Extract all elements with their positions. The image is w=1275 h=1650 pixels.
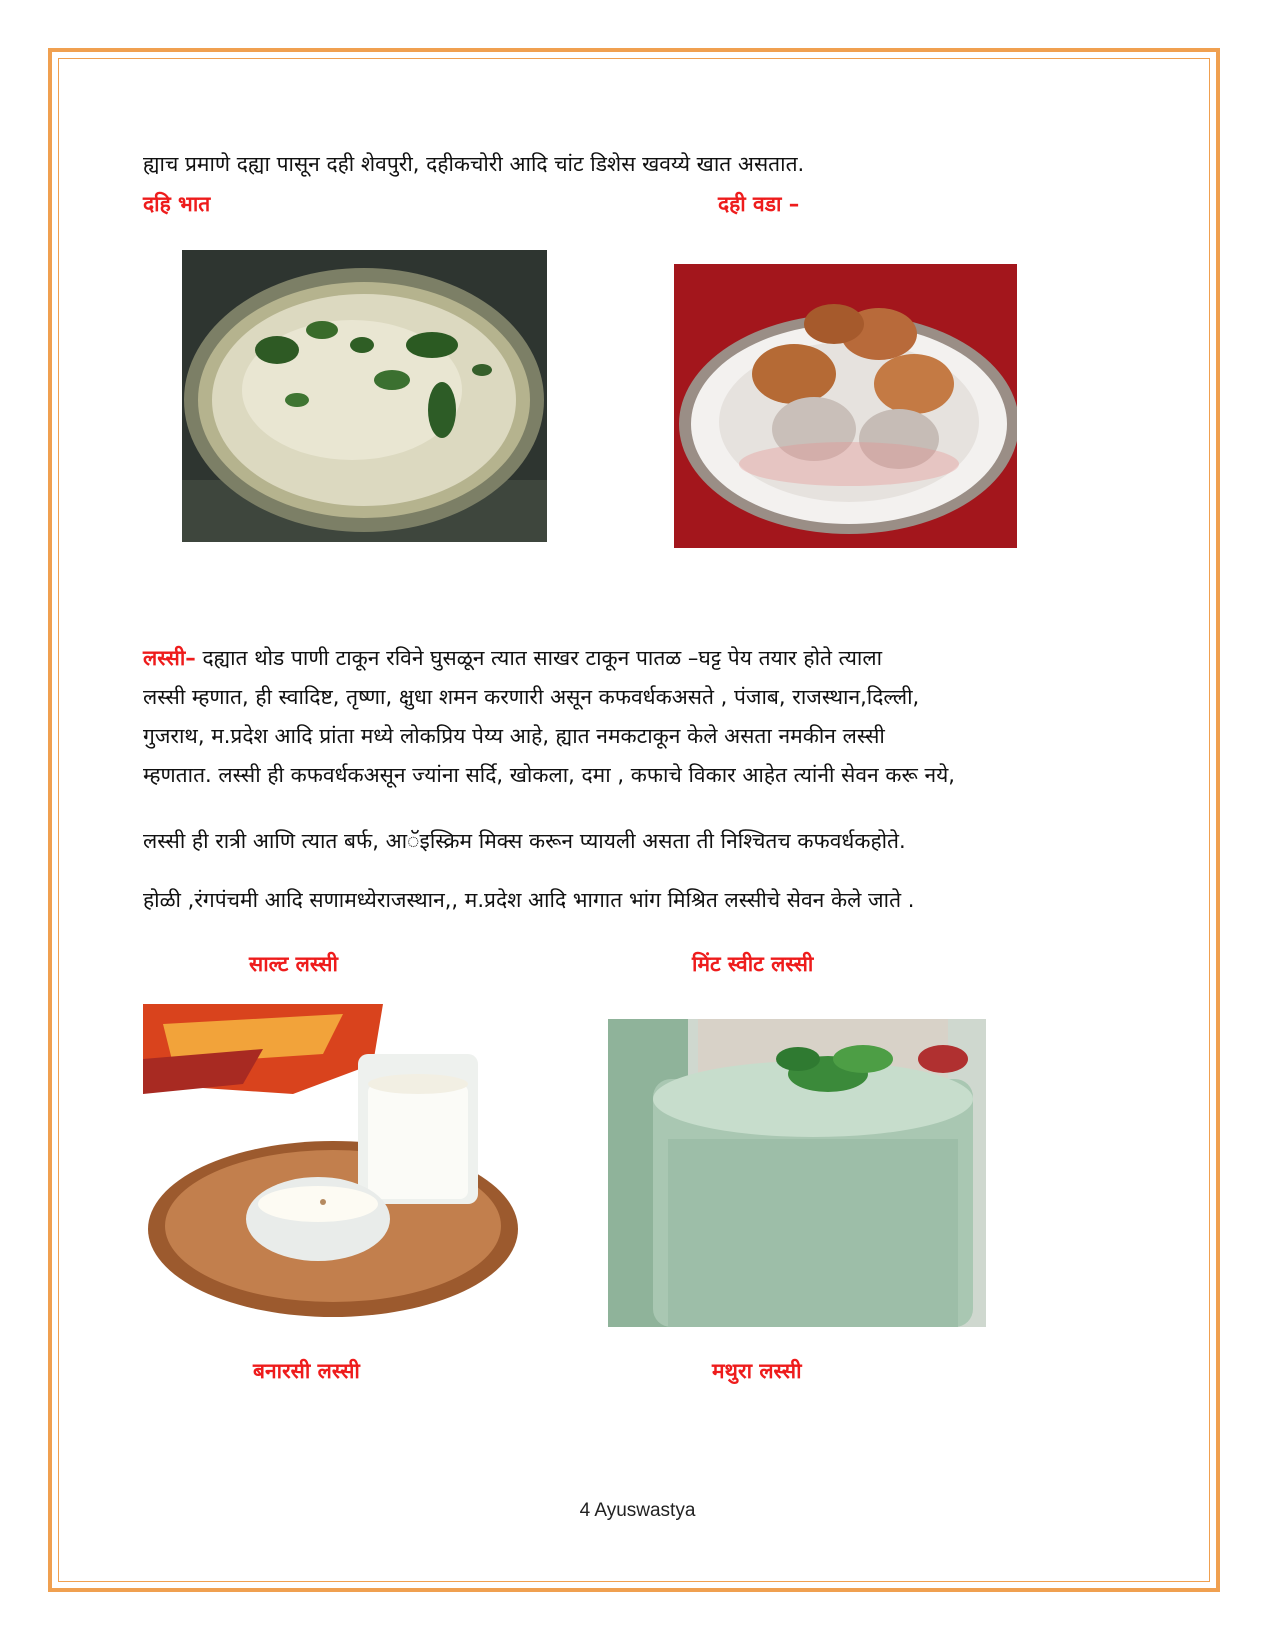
- heading-salt-lassi: साल्ट लस्सी: [249, 952, 338, 976]
- lassi-paragraph-line-4: म्हणतात. लस्सी ही कफवर्धकअसून ज्यांना सर्दि, खोकला, दमा , कफाचे विकार आहेत त्यांनी सेवन करू नये,: [143, 763, 955, 787]
- lassi-paragraph-line-2: लस्सी म्हणात, ही स्वादिष्ट, तृष्णा, क्षुधा शमन करणारी असून कफवर्धकअसते , पंजाब, राजस्थान,दिल्ली,: [143, 685, 920, 709]
- heading-banarasi-lassi: बनारसी लस्सी: [253, 1359, 360, 1383]
- mint-lassi-photo: [608, 1019, 986, 1327]
- lassi-label: लस्सी–: [143, 646, 196, 670]
- lassi-paragraph-line-3: गुजराथ, म.प्रदेश आदि प्रांता मध्ये लोकप्रिय पेय्य आहे, ह्यात नमकटाकून केले असता नमकीन लस्सी: [143, 724, 885, 748]
- lassi-paragraph-line-1: लस्सी– दह्यात थोड पाणी टाकून रविने घुसळून त्यात साखर टाकून पातळ –घट्ट पेय तयार होते त्याला: [143, 646, 883, 670]
- dahi-bhat-photo: [182, 250, 547, 542]
- heading-dahi-bhat: दहि भात: [143, 192, 211, 216]
- intro-line: ह्याच प्रमाणे दह्या पासून दही शेवपुरी, दहीकचोरी आदि चांट डिशेस खवय्ये खात असतात.: [143, 152, 805, 176]
- dahi-vada-photo: [674, 264, 1017, 548]
- lassi-night-line: लस्सी ही रात्री आणि त्यात बर्फ, आॅइस्क्रिम मिक्स करून प्यायली असता ती निश्चितच कफवर्धकहोते.: [143, 829, 906, 853]
- holi-line: होळी ,रंगपंचमी आदि सणामध्येराजस्थान,, म.प्रदेश आदि भागात भांग मिश्रित लस्सीचे सेवन केले जाते .: [143, 888, 915, 912]
- heading-mint-sweet-lassi: मिंट स्वीट लस्सी: [692, 952, 814, 976]
- heading-dahi-vada: दही वडा –: [718, 192, 800, 216]
- page-footer: 4 Ayuswastya: [579, 1500, 696, 1521]
- banarasi-lassi-photo: [143, 1004, 520, 1325]
- heading-mathura-lassi: मथुरा लस्सी: [712, 1359, 802, 1383]
